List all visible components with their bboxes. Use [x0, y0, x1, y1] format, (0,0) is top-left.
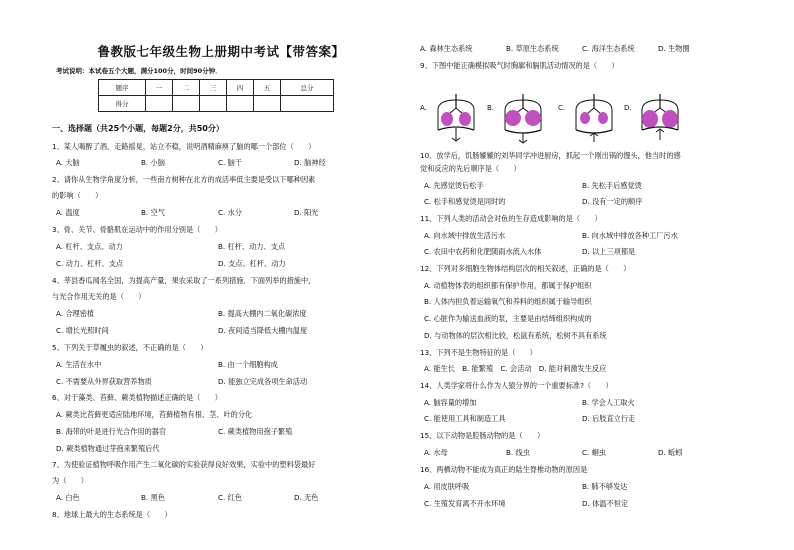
option: A. 能生长 B. 能繁殖 C. 会活动 D. 能对刺激发生反应	[424, 364, 607, 373]
option: B. 先松手后感觉烫	[582, 181, 642, 190]
score-cell	[146, 96, 173, 112]
option: B. 向水域中排放各种工厂污水	[582, 231, 678, 240]
question-7-cont: 为（ ）	[52, 476, 88, 485]
option: A. 生活在水中	[56, 360, 102, 369]
option: A. 脑容量的增加	[424, 398, 477, 407]
score-cell: 一	[146, 80, 173, 96]
option: A. 森林生态系统	[420, 44, 473, 53]
option: D. 体温不恒定	[582, 499, 629, 508]
score-cell: 五	[254, 80, 281, 96]
question-7: 7、为使验证植物呼吸作用产生二氧化碳的实验获得良好效果，实验中的塑料袋最好	[52, 460, 316, 469]
bell-jar-lung-model-icon	[430, 92, 482, 144]
option: C. 能使用工具和制造工具	[424, 414, 506, 423]
figure-label: D.	[624, 104, 632, 112]
figure-label: C.	[558, 104, 566, 112]
question-1: 1、某人喝醉了酒，走路摇晃，站立不稳，说明酒精麻痹了脑的哪一个部位（ ）	[52, 142, 316, 151]
option: C. 心脏作为输送血液的泵，主要是由结缔组织构成的	[424, 314, 592, 323]
option: B. 学会人工取火	[582, 398, 635, 407]
option: D. 支点、杠杆、动力	[218, 259, 286, 268]
question-16: 16、两栖动物不能成为真正的陆生脊椎动物的原因是	[420, 465, 588, 474]
bell-jar-lung-model-icon	[497, 92, 549, 144]
option: C. 脑干	[218, 158, 242, 167]
option: C. 不需要从外界获取营养物质	[56, 377, 152, 386]
score-cell: 总分	[281, 80, 334, 96]
score-cell: 三	[200, 80, 227, 96]
option: D. 没有一定的顺序	[582, 197, 643, 206]
option: A. 合理密植	[56, 309, 95, 318]
question-10: 10、放学后，饥肠辘辘的刘华同学冲进厨房，抓起一个刚出锅的馒头，他当时的感	[420, 151, 681, 160]
score-value-row	[99, 96, 334, 112]
option: C. 海洋生态系统	[582, 44, 635, 53]
option: A. 向水域中排放生活污水	[424, 231, 506, 240]
option: D. 无色	[294, 493, 319, 502]
option: B. 黑色	[141, 493, 165, 502]
question-15: 15、以下动物是腔肠动物的是（ ）	[420, 431, 545, 440]
option: B. 提高大棚内二氧化碳浓度	[218, 309, 307, 318]
question-3: 3、骨、关节、骨骼肌在运动中的作用分别是（ ）	[52, 225, 222, 234]
option: A. 温度	[56, 208, 80, 217]
option: B. 小脑	[141, 158, 165, 167]
question-2: 2、请你从生物学角度分析，一些南方树种在北方的成活率低主要是受以下哪种因素	[52, 175, 316, 184]
option: D. 以上三项都是	[582, 247, 636, 256]
question-13: 13、下列不是生物特征的是（ ）	[420, 348, 537, 357]
figure-label: A.	[420, 104, 427, 112]
score-cell: 题序	[99, 80, 146, 96]
score-cell: 四	[227, 80, 254, 96]
score-table	[98, 79, 334, 112]
page-title: 鲁教版七年级生物上册期中考试【带答案】	[97, 44, 345, 59]
question-14: 14、人类学家将什么作为人猿分界的一个重要标准?（ ）	[420, 381, 613, 390]
question-5: 5、下列关于草履虫的叙述，不正确的是（ ）	[52, 343, 208, 352]
option: C. 松手和感觉烫是同时的	[424, 197, 506, 206]
question-10-cont: 觉和反应的先后顺序是（ ）	[420, 164, 521, 173]
question-6: 6、对于藻类、苔藓、蕨类植物描述正确的是（ ）	[52, 393, 222, 402]
score-cell	[254, 96, 281, 112]
option: C. 蛔虫	[582, 448, 606, 457]
option: A. 水母	[424, 448, 448, 457]
option: D. 后肢直立行走	[582, 414, 636, 423]
option: C. 农田中农药和化肥随雨水流入水体	[424, 247, 542, 256]
option: C. 动力、杠杆、支点	[56, 259, 124, 268]
option: D. 与动物体的层次相比较，松鼠有系统，松树不具有系统	[424, 331, 607, 340]
option: D. 夜间适当降低大棚内温度	[218, 326, 308, 335]
option: D. 阳光	[294, 208, 319, 217]
score-cell	[173, 96, 200, 112]
option: A. 大脑	[56, 158, 80, 167]
option: D. 蚯蚓	[658, 448, 683, 457]
option: A. 杠杆、支点、动力	[56, 242, 123, 251]
score-cell	[200, 96, 227, 112]
question-9: 9、下图中能正确模拟吸气时胸廓和膈肌活动情况的是（ ）	[420, 61, 619, 70]
question-4-cont: 与光合作用无关的是（ ）	[52, 292, 146, 301]
score-cell	[281, 96, 334, 112]
option: B. 由一个细胞构成	[218, 360, 278, 369]
figure-label: B.	[487, 104, 495, 112]
option: B. 海带的叶是进行光合作用的器官	[56, 427, 167, 436]
score-cell: 得分	[99, 96, 146, 112]
option: B. 杠杆、动力、支点	[218, 242, 286, 251]
option: D. 能独立完成各项生命活动	[218, 377, 308, 386]
score-header-row	[99, 80, 334, 96]
option: B. 肺不够发达	[582, 482, 628, 491]
option: D. 蕨类植物通过芽孢来繁殖后代	[56, 444, 160, 453]
question-11: 11、下列人类的活动会对鱼的生存造成影响的是（ ）	[420, 214, 602, 223]
option: A. 用皮肤呼吸	[424, 482, 470, 491]
option: C. 红色	[218, 493, 242, 502]
option: B. 草原生态系统	[506, 44, 559, 53]
option: C. 蕨类植物用孢子繁殖	[218, 427, 293, 436]
score-cell	[227, 96, 254, 112]
bell-jar-lung-model-icon	[634, 92, 686, 144]
question-12: 12、下列对多细胞生物体结构层次的相关叙述，正确的是（ ）	[420, 264, 631, 273]
question-2-cont: 的影响（ ）	[52, 191, 103, 200]
question-8: 8、地球上最大的生态系统是（ ）	[52, 510, 172, 519]
option: C. 生殖发育离不开水环境	[424, 499, 506, 508]
option: D. 生物圈	[658, 44, 690, 53]
option: B. 空气	[141, 208, 165, 217]
option: C. 增长光照时间	[56, 326, 109, 335]
section-heading: 一、选择题（共25个小题，每题2分，共50分）	[52, 124, 224, 133]
option: A. 蕨类比苔藓更适应陆地环境，苔藓植物有根、茎、叶的分化	[56, 410, 253, 419]
option: D. 脑神经	[294, 158, 326, 167]
option: B. 线虫	[506, 448, 530, 457]
question-4: 4、莘县香瓜闻名全国，为提高产量，果农采取了一系列措施．下面列举的措施中，	[52, 276, 316, 285]
option: B. 人体内担负着运输氧气和养料的组织属于输导组织	[424, 297, 592, 306]
exam-note: 考试说明：本试卷五个大题，满分100分，时间90分钟．	[56, 67, 222, 75]
bell-jar-lung-model-icon	[568, 92, 620, 144]
option: A. 白色	[56, 493, 80, 502]
option: A. 动植物体表的组织都有保护作用，都属于保护组织	[424, 281, 592, 290]
option: C. 水分	[218, 208, 242, 217]
score-cell: 二	[173, 80, 200, 96]
option: A. 先感觉烫后松手	[424, 181, 484, 190]
